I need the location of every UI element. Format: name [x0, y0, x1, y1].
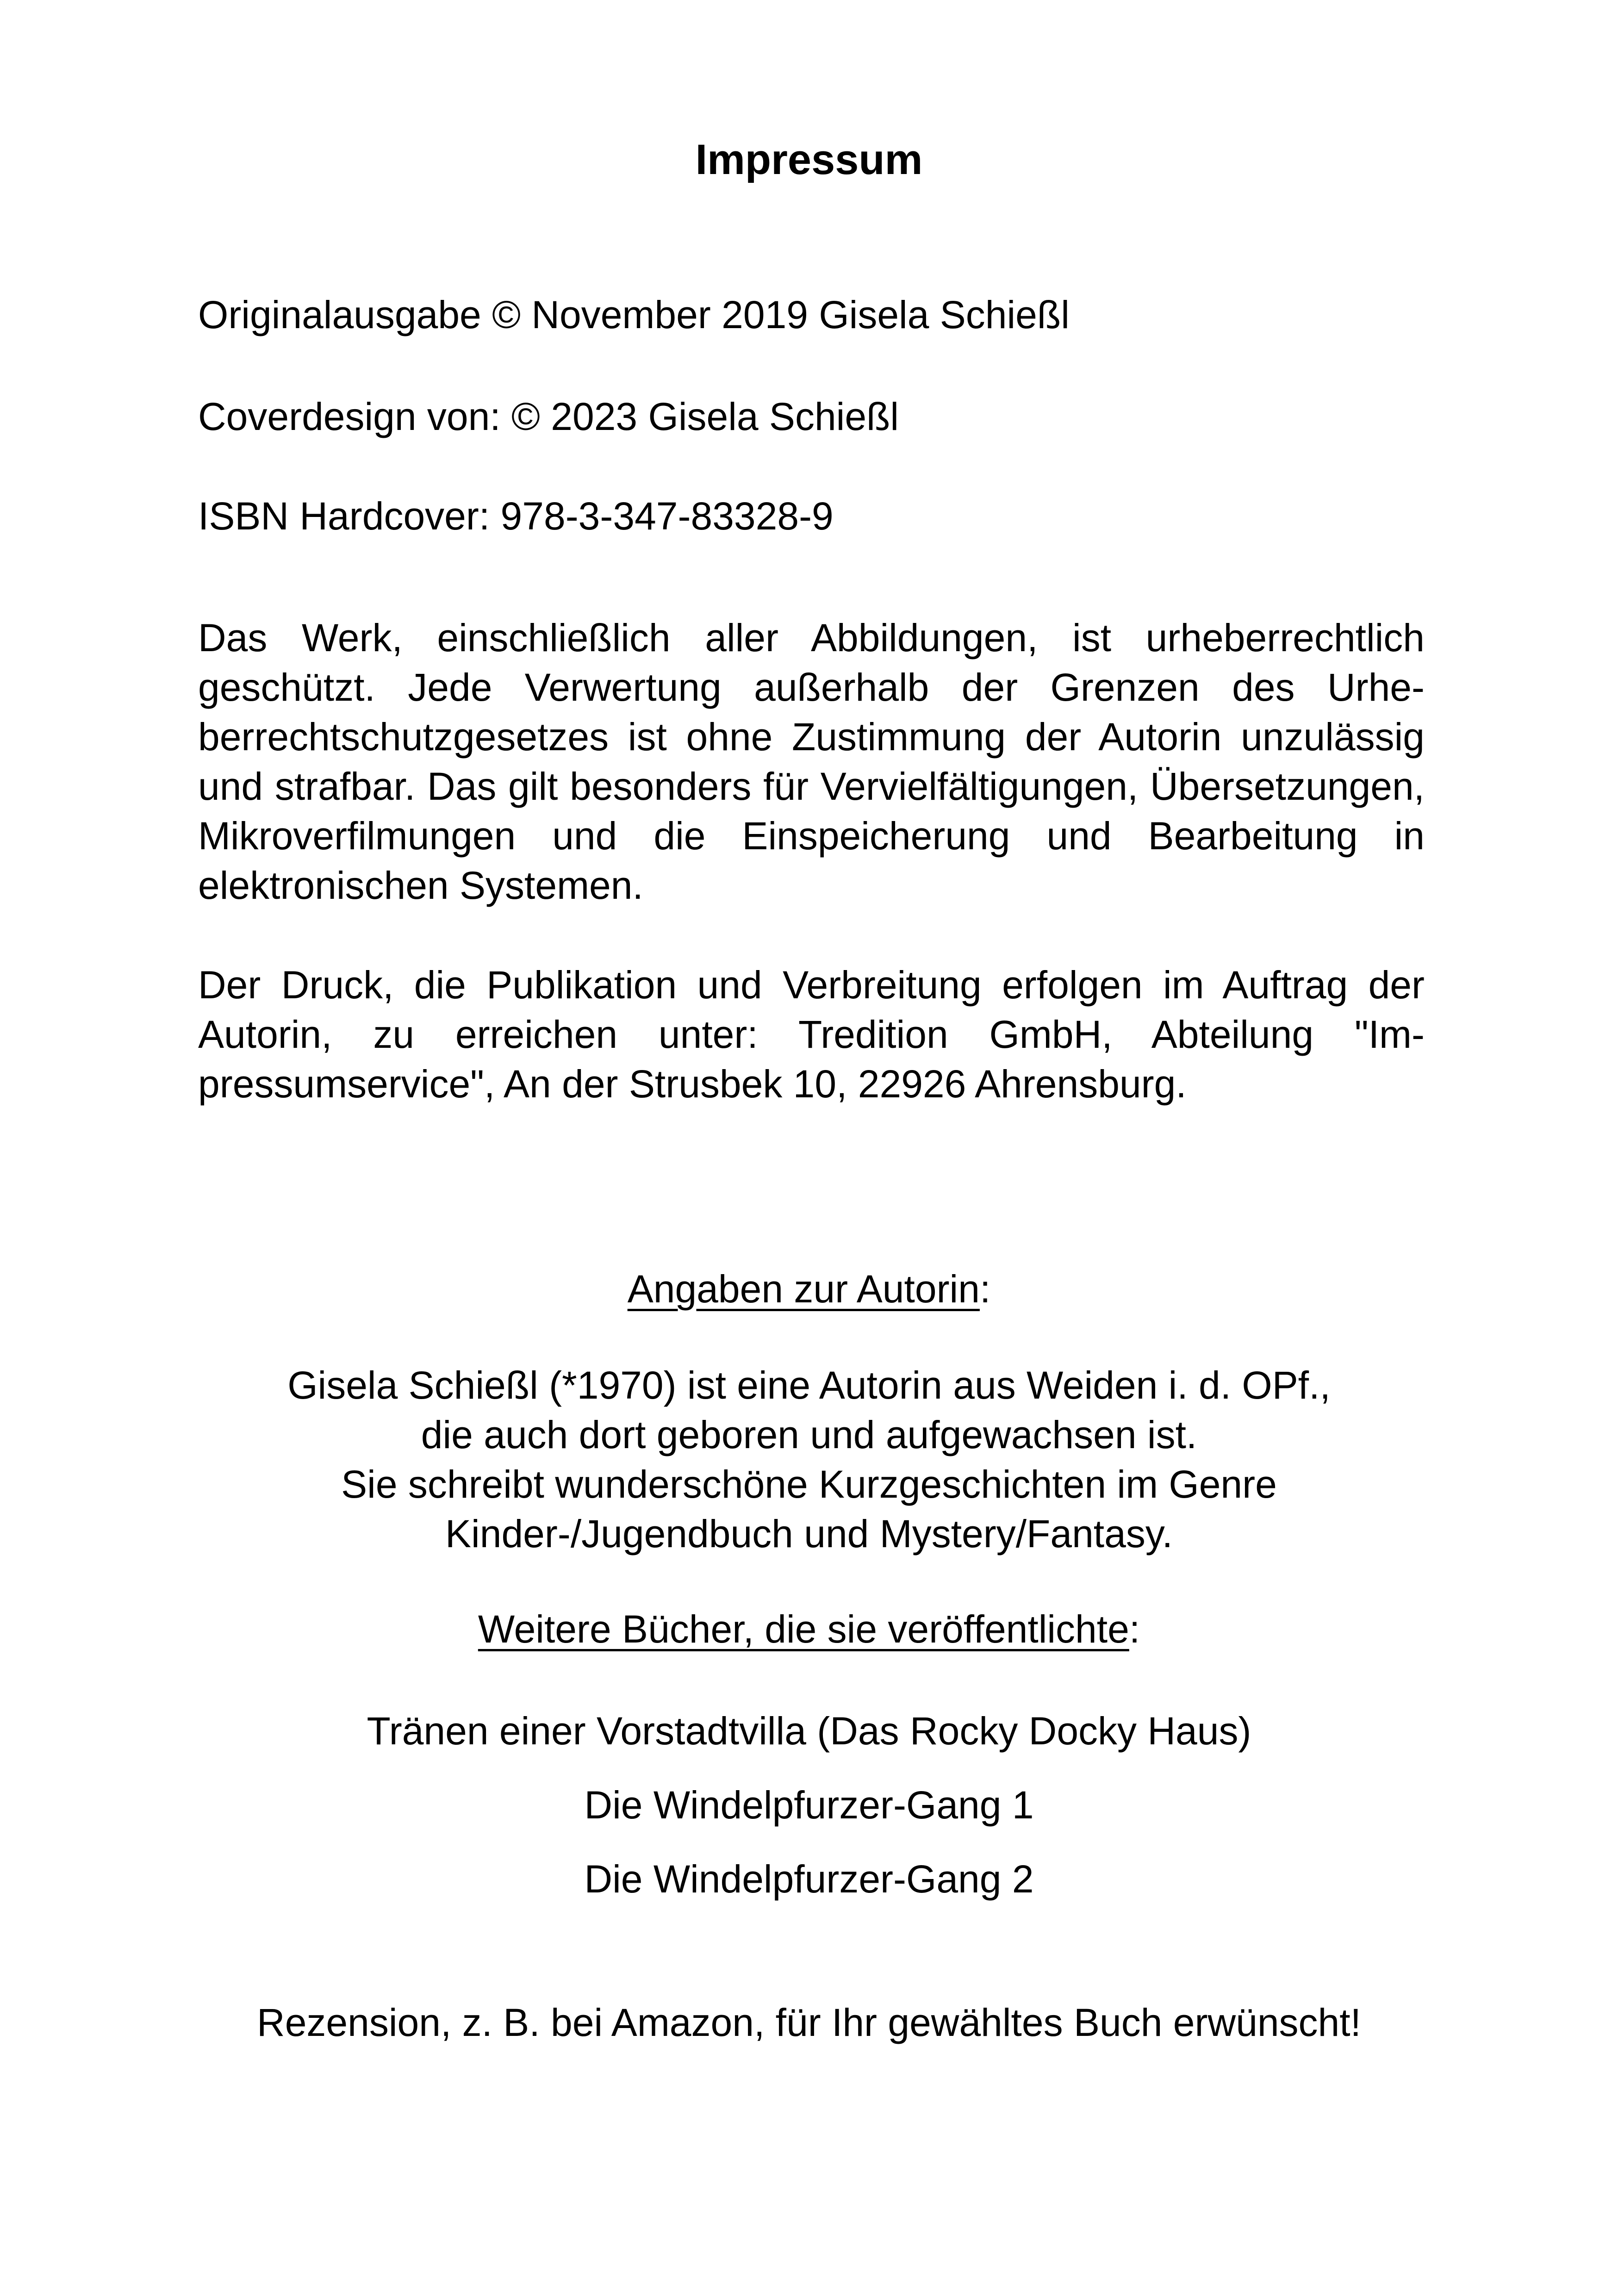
book-title: Die Windelpfurzer-Gang 2 — [584, 1857, 1034, 1901]
copyright-notice: Das Werk, einschließlich aller Abbildungen, ist urheberrechtlich geschützt. Jede Verwertung außerhalb der Grenzen des Urheberrechtschutzgesetzes ist ohne Zustimmung der Autorin unzulässig und strafbar. Das gilt besonders für Vervielfältigungen, Übersetzungen, Mikroverfilmungen und die Einspeicherung und Bearbeitung in elektronischen Systemen. — [198, 616, 1425, 907]
bio-line: Sie schreibt wunderschöne Kurzgeschichten im Genre — [341, 1462, 1277, 1506]
book-title: Die Windelpfurzer-Gang 1 — [584, 1783, 1034, 1827]
bio-line: Gisela Schießl (*1970) ist eine Autorin aus Weiden i. d. OPf., — [287, 1363, 1331, 1407]
bio-line: die auch dort geboren und aufgewachsen ist. — [421, 1413, 1197, 1456]
author-heading — [0, 1266, 1618, 1312]
review-request: Rezension, z. B. bei Amazon, für Ihr gewähltes Buch erwünscht! — [257, 2001, 1361, 2044]
cover-design-line: Coverdesign von: © 2023 Gisela Schießl — [198, 395, 899, 438]
books-heading-colon: : — [1129, 1607, 1140, 1651]
books-heading — [0, 1606, 1618, 1652]
publisher-notice: Der Druck, die Publikation und Verbreitung erfolgen im Auftrag der Autorin, zu erreichen unter: Tredition GmbH, Abteilung "Impressumservice", An der Strusbek 10, 22926 Ahrensburg. — [198, 963, 1425, 1106]
isbn-line: ISBN Hardcover: 978-3-347-83328-9 — [198, 494, 834, 538]
author-bio — [0, 1361, 1618, 1559]
author-heading-text: Angaben zur Autorin — [627, 1267, 980, 1311]
page-title: Impressum — [695, 136, 923, 183]
author-heading-colon: : — [979, 1267, 991, 1311]
bio-line: Kinder-/Jugendbuch und Mystery/Fantasy. — [445, 1512, 1173, 1556]
original-edition-line: Originalausgabe © November 2019 Gisela Schießl — [198, 293, 1070, 336]
book-title: Tränen einer Vorstadtvilla (Das Rocky Docky Haus) — [367, 1709, 1251, 1753]
books-heading-text: Weitere Bücher, die sie veröffentlichte — [478, 1607, 1129, 1651]
